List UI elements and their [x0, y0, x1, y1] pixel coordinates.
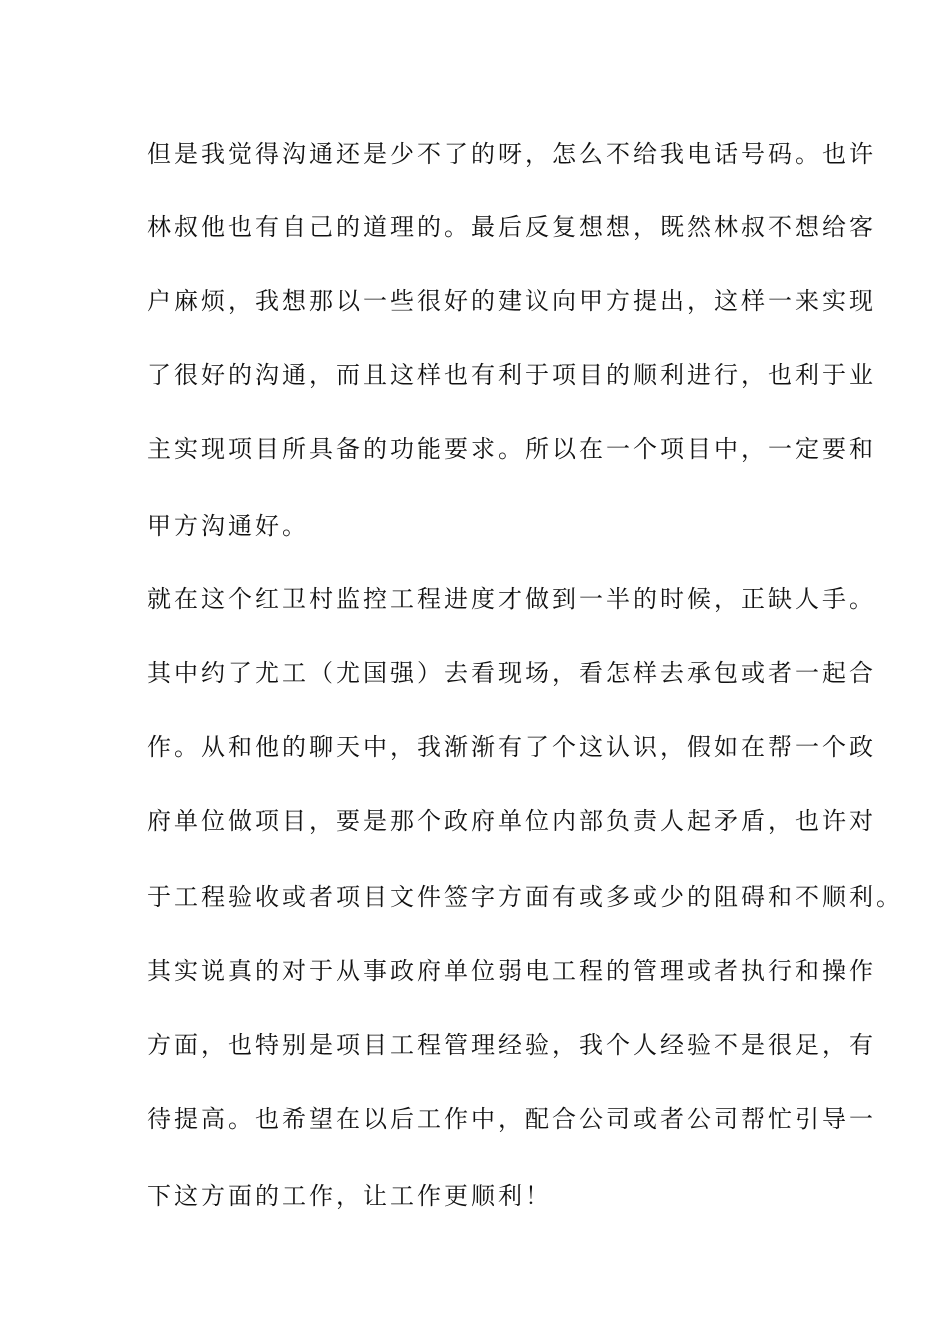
- paragraph-line: 但是我觉得沟通还是少不了的呀，怎么不给我电话号码。也许: [147, 140, 876, 168]
- paragraph-line: 府单位做项目，要是那个政府单位内部负责人起矛盾，也许对: [147, 807, 876, 835]
- paragraph-line: 作。从和他的聊天中，我渐渐有了个这认识，假如在帮一个政: [147, 733, 876, 761]
- paragraph-line: 主实现项目所具备的功能要求。所以在一个项目中，一定要和: [147, 435, 876, 463]
- paragraph-line: 就在这个红卫村监控工程进度才做到一半的时候，正缺人手。: [147, 585, 876, 613]
- paragraph-line: 其实说真的对于从事政府单位弱电工程的管理或者执行和操作: [147, 957, 876, 985]
- paragraph-line: 方面，也特别是项目工程管理经验，我个人经验不是很足，有: [147, 1031, 876, 1059]
- paragraph-line: 待提高。也希望在以后工作中，配合公司或者公司帮忙引导一: [147, 1105, 876, 1133]
- paragraph-line: 户麻烦，我想那以一些很好的建议向甲方提出，这样一来实现: [147, 287, 876, 315]
- paragraph-line: 甲方沟通好。: [147, 512, 309, 540]
- paragraph-line: 下这方面的工作，让工作更顺利！: [147, 1182, 552, 1210]
- paragraph-line: 林叔他也有自己的道理的。最后反复想想，既然林叔不想给客: [147, 213, 876, 241]
- paragraph-line: 了很好的沟通，而且这样也有利于项目的顺利进行，也利于业: [147, 361, 876, 389]
- paragraph-line: 其中约了尤工（尤国强）去看现场，看怎样去承包或者一起合: [147, 659, 876, 687]
- paragraph-line: 于工程验收或者项目文件签字方面有或多或少的阻碍和不顺利。: [147, 883, 903, 911]
